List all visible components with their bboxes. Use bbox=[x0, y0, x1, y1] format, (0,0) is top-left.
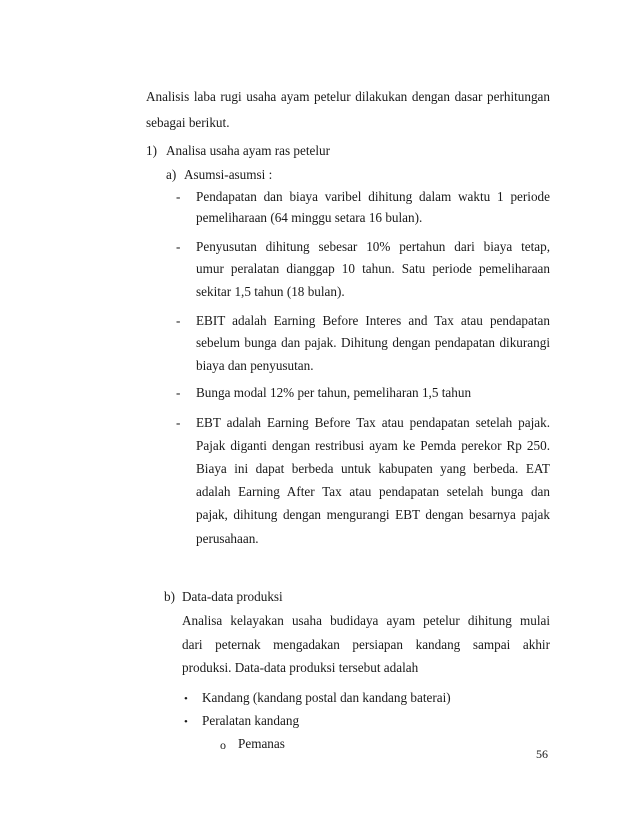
intro-line-1: Analisis laba rugi usaha ayam petelur dilakukan dengan dasar perhitungan bbox=[146, 89, 550, 104]
subsection-a-label: a) bbox=[166, 167, 177, 182]
intro-line-2: sebagai berikut. bbox=[146, 115, 230, 130]
subsection-b-label: b) bbox=[164, 589, 175, 604]
sub-bullet-item-1: Pemanas bbox=[238, 736, 285, 751]
item-2-line-2: umur peralatan dianggap 10 tahun. Satu periode pemeliharaan bbox=[196, 261, 550, 276]
item-2-line-1: Penyusutan dihitung sebesar 10% pertahun dari biaya tetap, bbox=[196, 239, 550, 254]
circle-marker: o bbox=[220, 738, 226, 752]
section-title: Analisa usaha ayam ras petelur bbox=[166, 143, 331, 158]
dash-marker: - bbox=[176, 189, 181, 204]
bullet-item-1: Kandang (kandang postal dan kandang baterai) bbox=[202, 690, 451, 705]
item-5-line-3: Biaya ini dapat berbeda untuk kabupaten yang berbeda. EAT bbox=[196, 461, 550, 476]
bullet-marker: • bbox=[184, 716, 188, 728]
subsection-b-para-line-2: dari peternak mengadakan persiapan kandang sampai akhir bbox=[182, 637, 550, 652]
item-5-line-5: pajak, dihitung dengan mengurangi EBT dengan besarnya pajak bbox=[196, 507, 550, 522]
item-3-line-3: biaya dan penyusutan. bbox=[196, 358, 314, 373]
dash-marker: - bbox=[176, 415, 181, 430]
item-5-line-6: perusahaan. bbox=[196, 531, 259, 546]
item-4-line-1: Bunga modal 12% per tahun, pemeliharan 1,5 tahun bbox=[196, 385, 472, 400]
dash-marker: - bbox=[176, 313, 181, 328]
item-5-line-2: Pajak diganti dengan restribusi ayam ke Pemda perekor Rp 250. bbox=[196, 438, 550, 453]
item-1-line-1: Pendapatan dan biaya varibel dihitung dalam waktu 1 periode bbox=[196, 189, 550, 204]
dash-marker: - bbox=[176, 385, 181, 400]
subsection-b-para-line-3: produksi. Data-data produksi tersebut adalah bbox=[182, 660, 419, 675]
dash-marker: - bbox=[176, 239, 181, 254]
item-5-line-1: EBT adalah Earning Before Tax atau pendapatan setelah pajak. bbox=[196, 415, 550, 430]
item-1-line-2: pemeliharaan (64 minggu setara 16 bulan). bbox=[196, 210, 423, 225]
item-3-line-2: sebelum bunga dan pajak. Dihitung dengan pendapatan dikurangi bbox=[196, 335, 550, 350]
item-5-line-4: adalah Earning After Tax atau pendapatan setelah bunga dan bbox=[196, 484, 550, 499]
item-3-line-1: EBIT adalah Earning Before Interes and Tax atau pendapatan bbox=[196, 313, 550, 328]
bullet-marker: • bbox=[184, 693, 188, 705]
bullet-item-2: Peralatan kandang bbox=[202, 713, 300, 728]
page-number: 56 bbox=[536, 747, 548, 761]
subsection-b-para-line-1: Analisa kelayakan usaha budidaya ayam petelur dihitung mulai bbox=[182, 613, 550, 628]
subsection-b-title: Data-data produksi bbox=[182, 589, 283, 604]
subsection-a-title: Asumsi-asumsi : bbox=[184, 167, 273, 182]
item-2-line-3: sekitar 1,5 tahun (18 bulan). bbox=[196, 284, 345, 299]
section-number: 1) bbox=[146, 143, 157, 158]
